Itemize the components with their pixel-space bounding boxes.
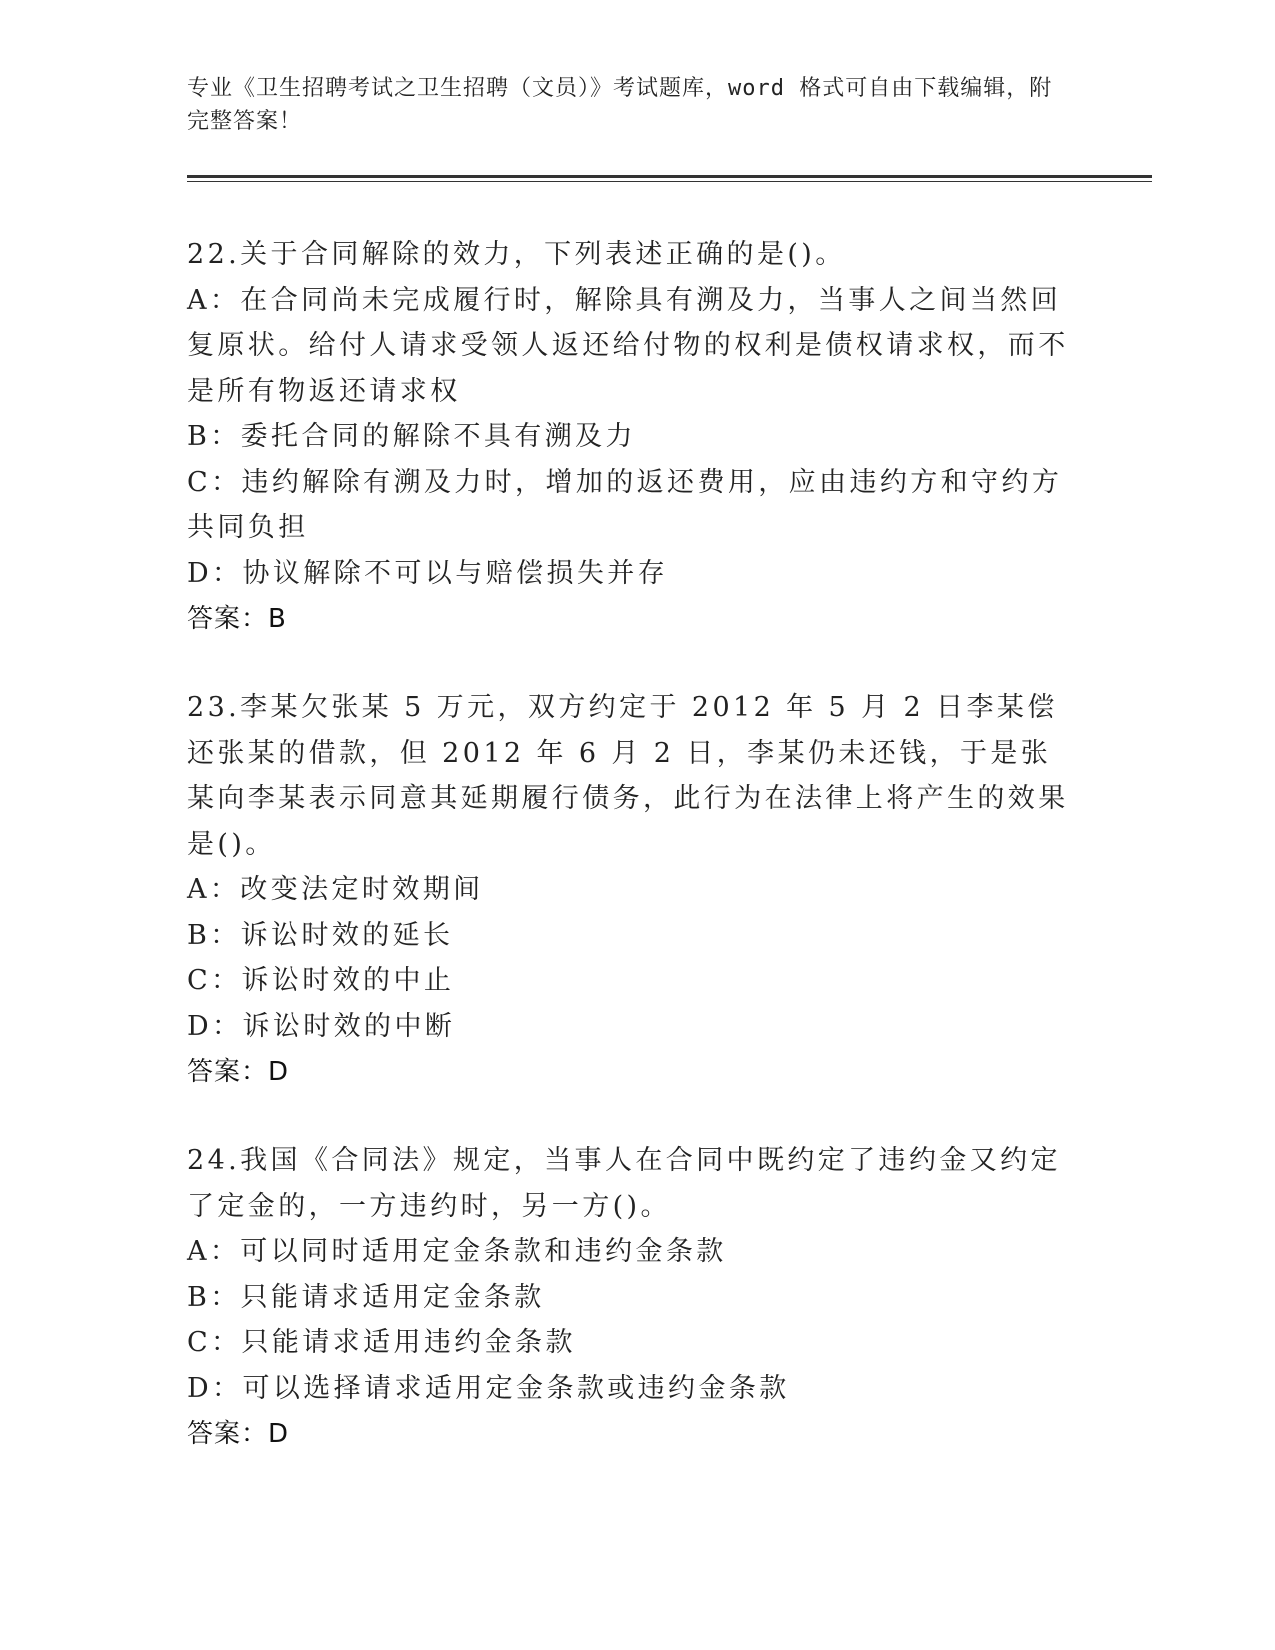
question-list	[187, 232, 1077, 1500]
option-d: D：协议解除不可以与赔偿损失并存	[187, 557, 669, 589]
question-stem: 23.李某欠张某 5 万元，双方约定于 2012 年 5 月 2 日李某偿还张某的借款，但 2012 年 6 月 2 日，李某仍未还钱，于是张某向李某表示同意其延期履行债务，此行为在法律上将产生的效果是()。	[187, 692, 1069, 860]
option-a: A：在合同尚未完成履行时，解除具有溯及力，当事人之间当然回复原状。给付人请求受领人返还给付物的权利是债权请求权，而不是所有物返还请求权	[187, 284, 1069, 407]
option-c: C：违约解除有溯及力时，增加的返还费用，应由违约方和守约方共同负担	[187, 466, 1063, 543]
header-rule-thick	[187, 175, 1152, 178]
answer-label: 答案：D	[187, 1057, 290, 1087]
option-a: A：改变法定时效期间	[187, 874, 484, 905]
option-d: D：可以选择请求适用定金条款或违约金条款	[187, 1372, 790, 1404]
answer-label: 答案：D	[187, 1419, 290, 1449]
option-b: B：委托合同的解除不具有溯及力	[187, 421, 636, 452]
option-c: C：诉讼时效的中止	[187, 965, 455, 996]
option-c: C：只能请求适用违约金条款	[187, 1327, 576, 1358]
question-stem: 24.我国《合同法》规定，当事人在合同中既约定了违约金又约定了定金的，一方违约时，另一方()。	[187, 1145, 1061, 1222]
question-24	[187, 1138, 1077, 1457]
question-23	[187, 685, 1077, 1095]
option-d: D：诉讼时效的中断	[187, 1010, 456, 1042]
question-22	[187, 232, 1077, 642]
option-b: B：诉讼时效的延长	[187, 919, 454, 951]
question-stem: 22.关于合同解除的效力，下列表述正确的是()。	[187, 239, 846, 270]
option-a: A：可以同时适用定金条款和违约金条款	[187, 1236, 727, 1267]
option-b: B：只能请求适用定金条款	[187, 1281, 545, 1313]
header-rule-thin	[187, 181, 1152, 182]
answer-label: 答案：B	[187, 604, 287, 634]
document-header: 专业《卫生招聘考试之卫生招聘（文员）》考试题库，word 格式可自由下载编辑，附完整答案！	[187, 76, 1053, 134]
